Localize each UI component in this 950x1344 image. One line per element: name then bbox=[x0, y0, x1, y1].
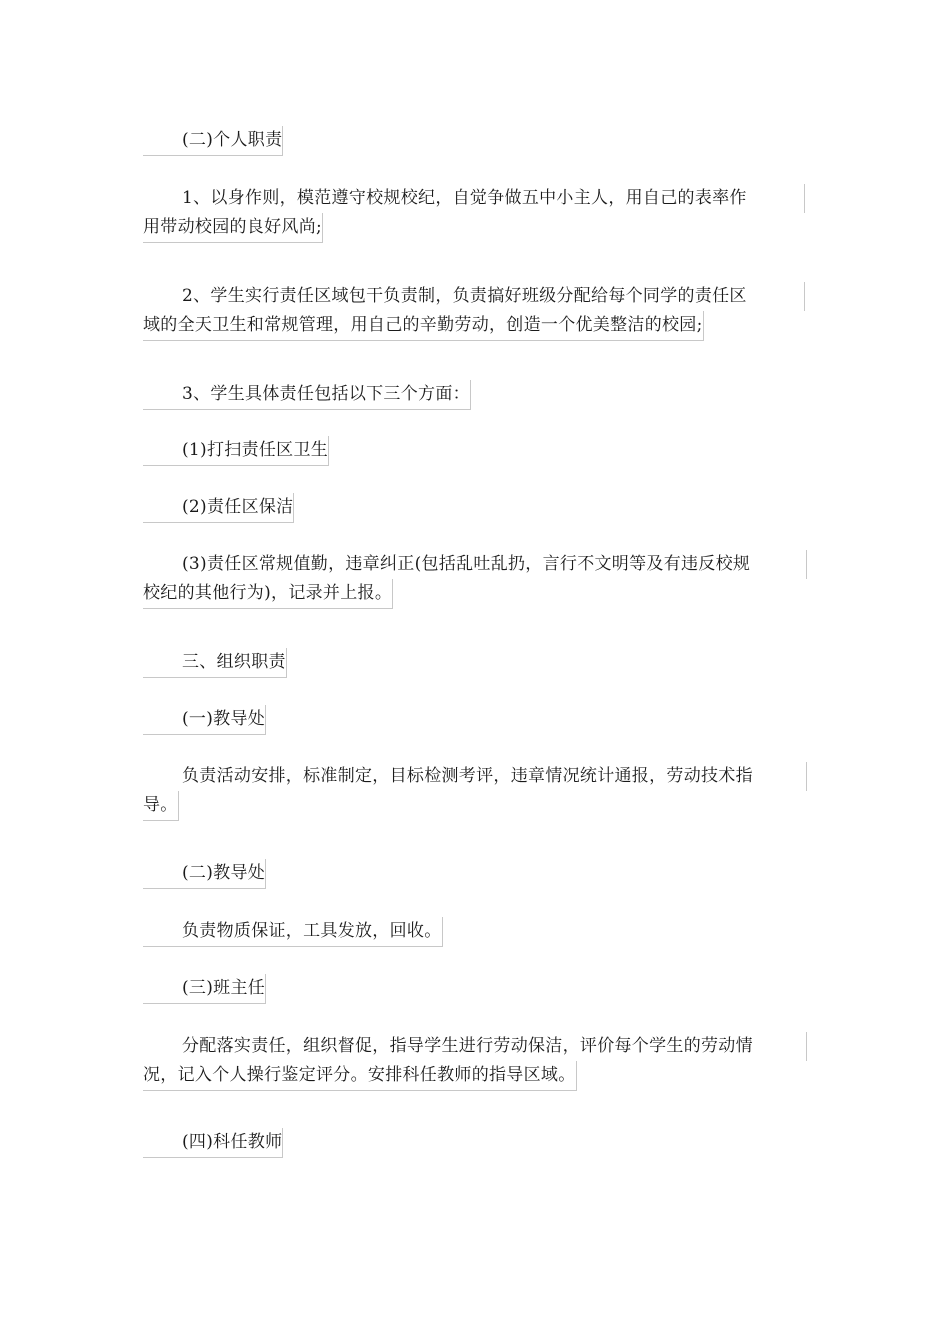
text-line: (一)教导处 bbox=[143, 705, 266, 735]
paragraph-class-teacher bbox=[143, 1032, 807, 1091]
text-line: 2、学生实行责任区域包干负责制，负责搞好班级分配给每个同学的责任区 bbox=[143, 282, 805, 311]
text-line: 3、学生具体责任包括以下三个方面： bbox=[143, 380, 471, 410]
text-line: (二)教导处 bbox=[143, 859, 266, 889]
text-line: (四)科任教师 bbox=[143, 1128, 283, 1158]
paragraph-item-2 bbox=[143, 282, 805, 341]
text-line: 分配落实责任，组织督促，指导学生进行劳动保洁，评价每个学生的劳动情 bbox=[143, 1032, 807, 1061]
subheading-class-teacher bbox=[143, 974, 266, 1004]
subheading-academic-office-1 bbox=[143, 705, 266, 735]
subheading-academic-office-2 bbox=[143, 859, 266, 889]
text-line: (2)责任区保洁 bbox=[143, 493, 294, 523]
paragraph-item-3 bbox=[143, 380, 471, 410]
list-item-keep-clean bbox=[143, 493, 294, 523]
text-line: (3)责任区常规值勤，违章纠正(包括乱吐乱扔，言行不文明等及有违反校规 bbox=[143, 550, 807, 579]
text-line: 1、以身作则，模范遵守校规校纪，自觉争做五中小主人，用自己的表率作 bbox=[143, 184, 805, 213]
text-line: 负责活动安排，标准制定，目标检测考评，违章情况统计通报，劳动技术指 bbox=[143, 762, 807, 791]
text-line: 校纪的其他行为)，记录并上报。 bbox=[143, 579, 393, 609]
subheading-subject-teacher bbox=[143, 1128, 283, 1158]
text-line: (二)个人职责 bbox=[143, 126, 283, 156]
section-heading-org-duties bbox=[143, 648, 287, 678]
list-item-sweep bbox=[143, 436, 329, 466]
text-line: 负责物质保证，工具发放，回收。 bbox=[143, 917, 443, 947]
text-line: 三、组织职责 bbox=[143, 648, 287, 678]
text-line: 导。 bbox=[143, 791, 179, 821]
paragraph-academic-office-2 bbox=[143, 917, 443, 947]
text-line: (三)班主任 bbox=[143, 974, 266, 1004]
text-line: 用带动校园的良好风尚; bbox=[143, 213, 323, 243]
paragraph-academic-office-1 bbox=[143, 762, 807, 821]
text-line: 域的全天卫生和常规管理，用自己的辛勤劳动，创造一个优美整洁的校园; bbox=[143, 311, 704, 341]
list-item-duty-patrol bbox=[143, 550, 807, 609]
text-line: 况，记入个人操行鉴定评分。安排科任教师的指导区域。 bbox=[143, 1061, 577, 1091]
section-heading-personal-duties bbox=[143, 126, 283, 156]
text-line: (1)打扫责任区卫生 bbox=[143, 436, 329, 466]
paragraph-item-1 bbox=[143, 184, 805, 243]
